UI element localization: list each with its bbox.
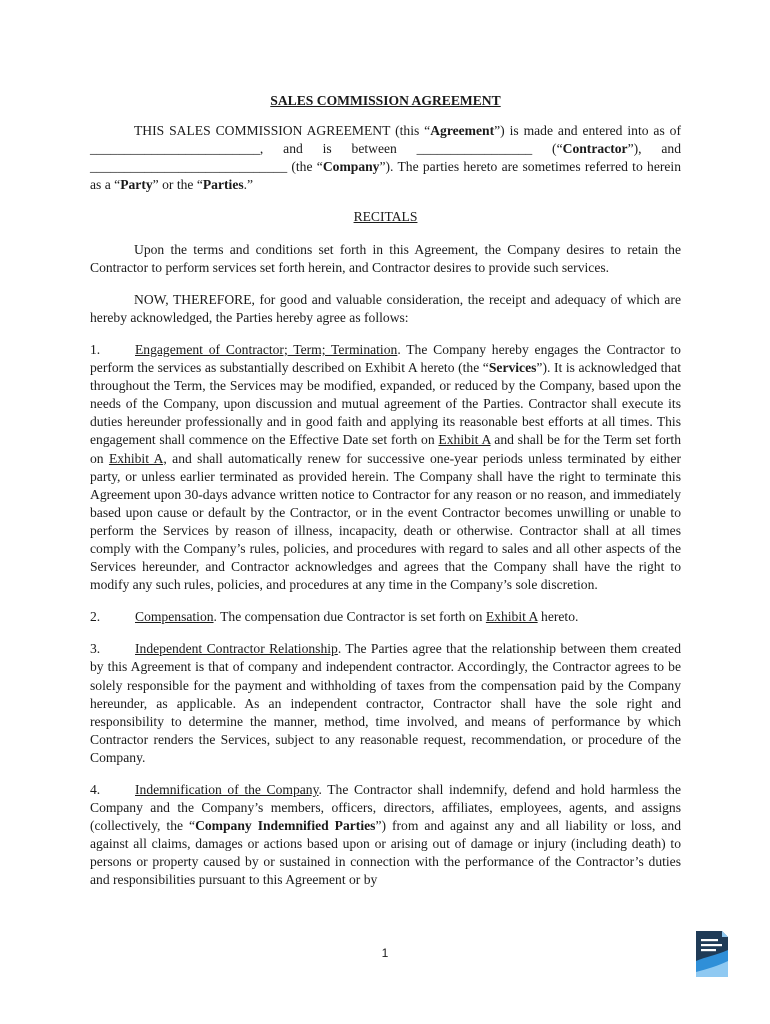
document-logo-icon [693, 928, 731, 980]
section-number: 4. [90, 782, 101, 797]
logo-line [701, 949, 716, 951]
section-text: . The compensation due Contractor is set forth on [213, 609, 486, 625]
section-indemnification [90, 781, 681, 890]
section-text: hereto. [537, 609, 579, 625]
intro-paragraph [90, 122, 681, 194]
logo-fold [722, 931, 728, 937]
section-text: and shall be for the Term set forth on [90, 432, 682, 466]
section-heading: Compensation [135, 609, 214, 625]
recitals-heading: RECITALS [353, 209, 418, 225]
section-text: ”) from and against any and all liability or loss, and against all claims, damages or actions based upon or arising out of damage or injury (including death) to persons or property caused by or sustained in connection with the performance of the Contractor’s duties and responsibilities pursuant to this Agreement or by [90, 818, 682, 888]
document-body [90, 92, 681, 904]
agreement-term: Agreement [430, 123, 495, 139]
section-heading: Engagement of Contractor; Term; Termination [135, 341, 398, 357]
intro-text: .” [243, 177, 254, 193]
intro-text: ”), and _____________________________ (the “ [90, 141, 681, 175]
recital-paragraph: NOW, THEREFORE, for good and valuable consideration, the receipt and adequacy of which are hereby acknowledged, the Parties hereby agree as follows: [90, 291, 681, 325]
logo-line [701, 944, 722, 946]
section-engagement [90, 341, 681, 594]
contractor-term: Contractor [562, 141, 628, 157]
section-text: and shall automatically renew for successive one-year periods unless terminated by either party, or unless earlier terminated as provided herein. The Company shall have the right to terminate this Agreement upon 30-days advance written notice to Contractor for any reason or no reason, and immediately based upon cause or default by the Contractor, or in the event Contractor becomes unwilling or unable to perform the Services by reason of illness, incapacity, death or otherwise. Contractor shall at all times comply with the Company’s rules, policies, and procedures with regard to sales and all other aspects of the Services hereunder, and Contractor acknowledges and agrees that the Company shall have the right to modify any such rules, policies, and procedures at any time in the Company’s sole discretion. [90, 450, 681, 593]
indemnified-parties-term: Company Indemnified Parties [195, 818, 376, 834]
exhibit-reference: Exhibit A, [108, 450, 167, 466]
intro-text: THIS SALES COMMISSION AGREEMENT (this “ [134, 123, 431, 139]
section-number: 1. [90, 341, 101, 357]
section-text: . The Company hereby engages the Contractor to perform the services as substantially described on Exhibit A hereto (the “ [90, 341, 681, 376]
party-term: Party [120, 177, 153, 193]
section-text: . The Contractor shall indemnify, defend and hold harmless the Company and the Company’s members, officers, directors, affiliates, employees, agents, and assigns (collectively, the “ [90, 782, 681, 834]
intro-text: ”). The parties hereto are sometimes referred to herein as a “ [90, 159, 681, 193]
section-number: 3. [90, 641, 101, 657]
recital-paragraph: Upon the terms and conditions set forth in this Agreement, the Company desires to retain the Contractor to perform services set forth herein, and Contractor desires to provide such services. [90, 241, 681, 275]
section-number: 2. [90, 609, 101, 625]
page-number: 1 [381, 946, 389, 960]
parties-term: Parties [202, 177, 244, 193]
exhibit-reference: Exhibit A [485, 609, 538, 625]
section-compensation [90, 608, 681, 626]
services-term: Services [488, 360, 537, 376]
section-text: . The Parties agree that the relationship between them created by this Agreement is that of company and independent contractor. Accordingly, the Contractor agrees to be solely responsible for the payment and withholding of taxes from the compensation paid by the Company hereunder, as applicable. As an independent contractor, Contractor shall have the sole right and responsibility to determine the manner, method, time involved, and means of performance by which Contractor renders the Services, subject to any reasonable request, recommendation, or procedure of the Company. [90, 641, 681, 765]
section-heading: Indemnification of the Company [135, 782, 319, 797]
company-term: Company [322, 159, 380, 175]
section-text: ”). It is acknowledged that throughout the Term, the Services may be modified, expanded, or reduced by the Company, based upon the needs of the Company, upon discussion and mutual agreement of the Parties. Contractor shall execute its duties hereunder professionally and in good faith and applying its reasonable best efforts at all times. This engagement shall commence on the Effective Date set forth on [90, 360, 681, 448]
section-independent-contractor [90, 640, 681, 767]
document-title: SALES COMMISSION AGREEMENT [270, 93, 501, 108]
exhibit-reference: Exhibit A [438, 432, 491, 448]
intro-text: ” or the “ [152, 177, 203, 193]
intro-text: ”) is made and entered into as of _________________________, and is between _________________ (“ [90, 123, 681, 157]
logo-line [701, 939, 718, 941]
section-heading: Independent Contractor Relationship [135, 641, 338, 657]
